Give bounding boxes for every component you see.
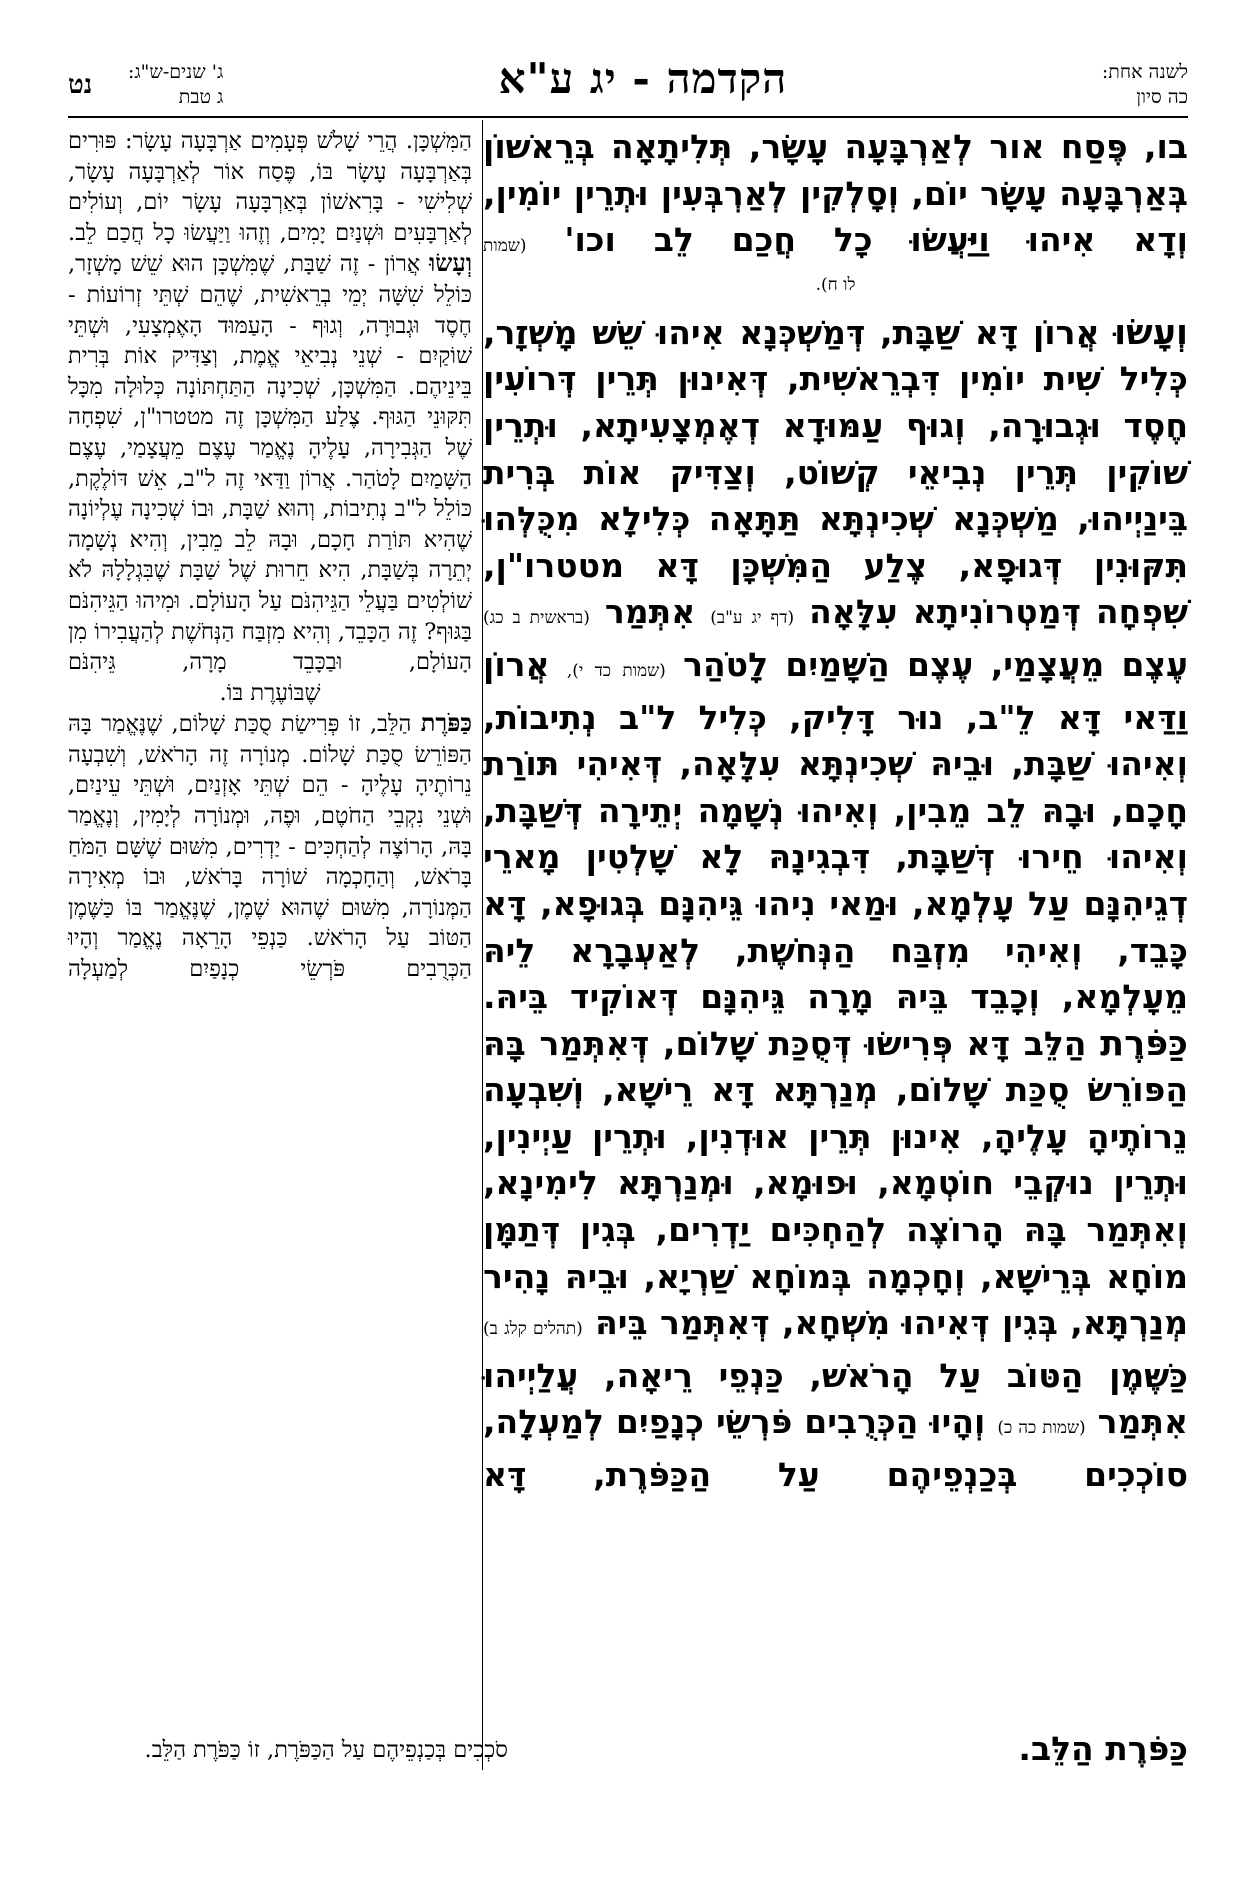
main-paragraph-2 [483,310,1188,1021]
main-text-final-line: כַּפֹּרֶת הַלֵּב. [1018,1729,1188,1768]
main-text: אִתְּמַר [604,592,696,632]
commentary-paragraph-2-end [68,678,472,709]
header-schedule-date: כה סיון [1136,86,1188,108]
main-text: כַּשֶּׁמֶן הַטּוֹב עַל הָרֹאשׁ, כַּנְפֵי רֵיאָה, עֲלַיְיהוּ אִתְּמַר [483,1355,1188,1442]
header-study-schedule-three-years [128,60,223,110]
commentary-text: שֶׁבּוֹעֶרֶת בּוֹ. [219,679,321,706]
main-text: אֲרוֹן וַדַּאי דָּא לֵ"ב, נוּר דָּלִיק, כְּלִיל ל"ב נְתִיבוֹת, וְאִיהוּ שַׁבָּת, וּבֵיהּ שְׁכִינְתָּא עִלָּאָה, דְּאִיהִי תּוֹרַת חָכָם, וּבָהּ לֵב מֵבִין, וְאִיהוּ נְשָׁמָה יְתֵירָה דְּשַׁבָּת, וְאִיהוּ חֵירוּ דְּשַׁבָּת, דִּבְגִינָהּ לָא שָׁלְטִין מָארֵי דְגֵיהִנָּם עַל עָלְמָא, וּמַאי נִיהוּ גֵּיהִנָּם בְּגוּפָא, דָּא כָּבֵד, וְאִיהִי מִזְבַּח הַנְּחֹשֶׁת, לְאַעְבָרָא לֵיהּ מֵעָלְמָא, וְכָבֵד בֵּיהּ מָרָה גֵּיהִנָּם דְּאוֹקִיד בֵּיהּ. [483,644,1188,1017]
page-header [68,54,1188,118]
source-reference: (שמות כד י), [566,660,666,681]
paragraph-lead-word: כַּפֹּרֶת [1100,1023,1188,1064]
main-text: עֶצֶם מֵעֲצָמַי, עֶצֶם הַשָּׁמַיִם לָטֹהַר [683,644,1188,684]
commentary-paragraph-1 [68,126,472,248]
commentary-lead-word: כַּפֹּרֶת [420,708,472,738]
header-study-schedule-one-year [1102,60,1188,110]
header-schedule-label-2: ג' שנים-ש"ג: [128,61,224,83]
source-reference-continued: לו ח). [815,274,856,295]
page-title: הקדמה - יג ע"א [498,54,788,103]
source-reference: (שמות [483,236,527,257]
paragraph-lead-word: וְעָשׂוּ [1114,312,1188,353]
main-paragraph-1 [483,124,1188,270]
source-reference: (בראשית ב כג) [483,608,590,629]
main-text: אֲרוֹן דָּא שַׁבָּת, דְּמַשְׁכְּנָא אִיהוּ שֵׁשׁ מָשְׁזָר, כְּלִיל שִׁית יוֹמִין דִּבְרֵאשִׁית, דְּאִינוּן תְּרֵין דְּרוֹעִין חֶסֶד וּגְבוּרָה, וְגוּף עַמּוּדָא דְאֶמְצָעִיתָא, וּתְרֵין שׁוֹקִין תְּרֵין נְבִיאֵי קְשׁוֹט, וְצַדִּיק אוֹת בְּרִית בֵּינַיְיהוּ, מַשְׁכְּנָא שְׁכִינְתָּא תַּתָּאָה כְּלִילָא מִכֻּלְּהוּ תִּקּוּנִין דְּגוּפָא, צֶלַע הַמִּשְׁכָּן דָּא מטטרו"ן, שִׁפְחָה דְּמַטְרוֹנִיתָא עִלָּאָה [483,312,1188,632]
source-reference: (שמות כה כ) [997,1418,1086,1439]
main-text: וְהָיוּ הַכְּרֻבִים פֹּרְשֵׂי כְנָפַיִם לְמַעְלָה, סוֹכְכִים בְּכַנְפֵיהֶם עַל הַכַּפֹּרֶת, דָּא [483,1402,1188,1495]
source-reference: (תהלים קלג ב) [483,1319,583,1340]
main-paragraph-3 [483,1021,1188,1499]
commentary-text: אֲרוֹן - זֶה שַׁבָּת, שֶׁמִּשְׁכָּן הוּא שֵׁשׁ מָשְׁזָר, כּוֹלֵל שִׁשָּׁה יְמֵי בְרֵאשִׁית, שֶׁהֵם שְׁתֵּי זְרוֹעוֹת - חֶסֶד וּגְבוּרָה, וְגוּף - הָעַמּוּד הָאֶמְצָעִי, וּשְׁתֵּי שׁוֹקַיִם - שְׁנֵי נְבִיאֵי אֱמֶת, וְצַדִּיק אוֹת בְּרִית בֵּינֵיהֶם. הַמִּשְׁכָּן, שְׁכִינָה הַתַּחְתּוֹנָה כְּלוּלָה מִכָּל תִּקּוּנֵי הַגּוּף. צֶלַע הַמִּשְׁכָּן זֶה מטטרו"ן, שִׁפְחָה שֶׁל הַגְּבִירָה, עָלֶיהָ נֶאֱמַר עֶצֶם מֵעֲצָמַי, עֶצֶם הַשָּׁמַיִם לָטֹהַר. אֲרוֹן וַדַּאי זֶה ל"ב, אֵשׁ דּוֹלֶקֶת, כּוֹלֵל ל"ב נְתִיבוֹת, וְהוּא שַׁבָּת, וּבוֹ שְׁכִינָה עֶלְיוֹנָה שֶׁהִיא תּוֹרַת חָכָם, וּבָהּ לֵב מֵבִין, וְהִיא נְשָׁמָה יְתֵרָה בְּשַׁבָּת, הִיא חֵרוּת שֶׁל שַׁבָּת שֶׁבִּגְלָלָהּ לֹא שׁוֹלְטִים בַּעֲלֵי הַגֵּיהִנֹּם עַל הָעוֹלָם. וּמִיהוּ הַגֵּיהִנֹּם בַּגּוּף? זֶה הַכָּבֵד, וְהִיא מִזְבַּח הַנְּחֹשֶׁת לְהַעֲבִירוֹ מִן הָעוֹלָם, וּבַכָּבֵד מָרָה, גֵּיהִנֹּם [68,251,472,676]
commentary-column [68,126,472,985]
source-reference: (דף יג ע"ב) [710,608,795,629]
main-text: הַלֵּב דָּא פְּרִישׂוּ דְּסֻכַּת שָׁלוֹם, דְּאִתְּמַר בָּהּ הַפּוֹרֵשׂ סֻכַּת שָׁלוֹם, מְנַרְתָּא דָּא רֵישָׁא, וְשִׁבְעָה נֵרוֹתֶיהָ עָלֶיהָ, אִינוּן תְּרֵין אוּדְנִין, וּתְרֵין עַיְינִין, וּתְרֵין נוּקְבֵי חוֹטְמָא, וּפוּמָא, וּמְנַרְתָּא לִימִינָא, וְאִתְּמַר בָּהּ הָרוֹצֶה לְהַחְכִּים יַדְרִים, בְּגִין דְּתַמָּן מוֹחָא בְּרֵישָׁא, וְחָכְמָה בְּמוֹחָא שַׁרְיָא, וּבֵיהּ נָהִיר מְנַרְתָּא, בְּגִין דְּאִיהוּ מִשְׁחָא, דְּאִתְּמַר בֵּיהּ [483,1023,1189,1343]
column-divider [482,120,483,1770]
commentary-lead-word: וְעָשׂוּ [429,248,473,278]
main-text-column [483,124,1188,1499]
header-schedule-date-2: ג טבת [178,86,224,108]
main-text: בו, פֶּסַח אור לְאַרְבָּעָה עָשָׂר, תְּלִיתָאָה בְּרֵאשׁוֹן בְּאַרְבָּעָה עָשָׂר יוֹם, וְסָלְקִין לְאַרְבְּעִין וּתְרֵין יוֹמִין, וְדָא אִיהוּ וַיַּעֲשׂוּ כָל חֲכַם לֵב וכו' [483,127,1188,260]
commentary-paragraph-3 [68,708,472,984]
commentary-text: הַמִּשְׁכָּן. הֲרֵי שָׁלֹשׁ פְּעָמִים אַרְבָּעָה עָשָׂר: פּוּרִים בְּאַרְבָּעָה עָשָׂר בּוֹ, פֶּסַח אוֹר לְאַרְבָּעָה עָשָׂר, שְׁלִישִׁי - בָּרִאשׁוֹן בְּאַרְבָּעָה עָשָׂר יוֹם, וְעוֹלִים לְאַרְבָּעִים וּשְׁנַיִם יָמִים, וְזֶהוּ וַיַּעֲשׂוּ כָל חֲכַם לֵב. [68,128,472,246]
commentary-paragraph-2 [68,248,472,677]
header-schedule-label: לשנה אחת: [1101,61,1188,83]
commentary-text: הַלֵּב, זוֹ פְּרִישַׂת סֻכַּת שָׁלוֹם, שֶׁנֶּאֱמַר בָּהּ הַפּוֹרֵשׂ סֻכַּת שָׁלוֹם. מְנוֹרָה זֶה הָרֹאשׁ, וְשִׁבְעָה נֵרוֹתֶיהָ עָלֶיהָ - הֵם שְׁתֵּי אָזְנַיִם, וּשְׁתֵּי עֵינַיִם, וּשְׁנֵי נִקְבֵי הַחֹטֶם, וּפֶה, וּמְנוֹרָה לְיָמִין, וְנֶאֱמַר בָּהּ, הָרוֹצֶה לְהַחְכִּים - יַדְרִים, מִשּׁוּם שֶׁשָּׁם הַמֹּחַ בָּרֹאשׁ, וְהַחָכְמָה שׁוֹרָה בָּרֹאשׁ, וּבוֹ מְאִירָה הַמְּנוֹרָה, מִשּׁוּם שֶׁהוּא שֶׁמֶן, שֶׁנֶּאֱמַר בּוֹ כַּשֶּׁמֶן הַטּוֹב עַל הָרֹאשׁ. כַּנְפֵי הָרֵאָה נֶאֱמַר וְהָיוּ הַכְּרֻבִים פֹּרְשֵׂי כְנָפַיִם לְמַעְלָה [68,711,472,983]
commentary-final-line: סֹכְכִים בְּכַנְפֵיהֶם עַל הַכַּפֹּרֶת, זוֹ כַּפֹּרֶת הַלֵּב. [144,1737,508,1763]
page-number: נט [68,70,93,100]
